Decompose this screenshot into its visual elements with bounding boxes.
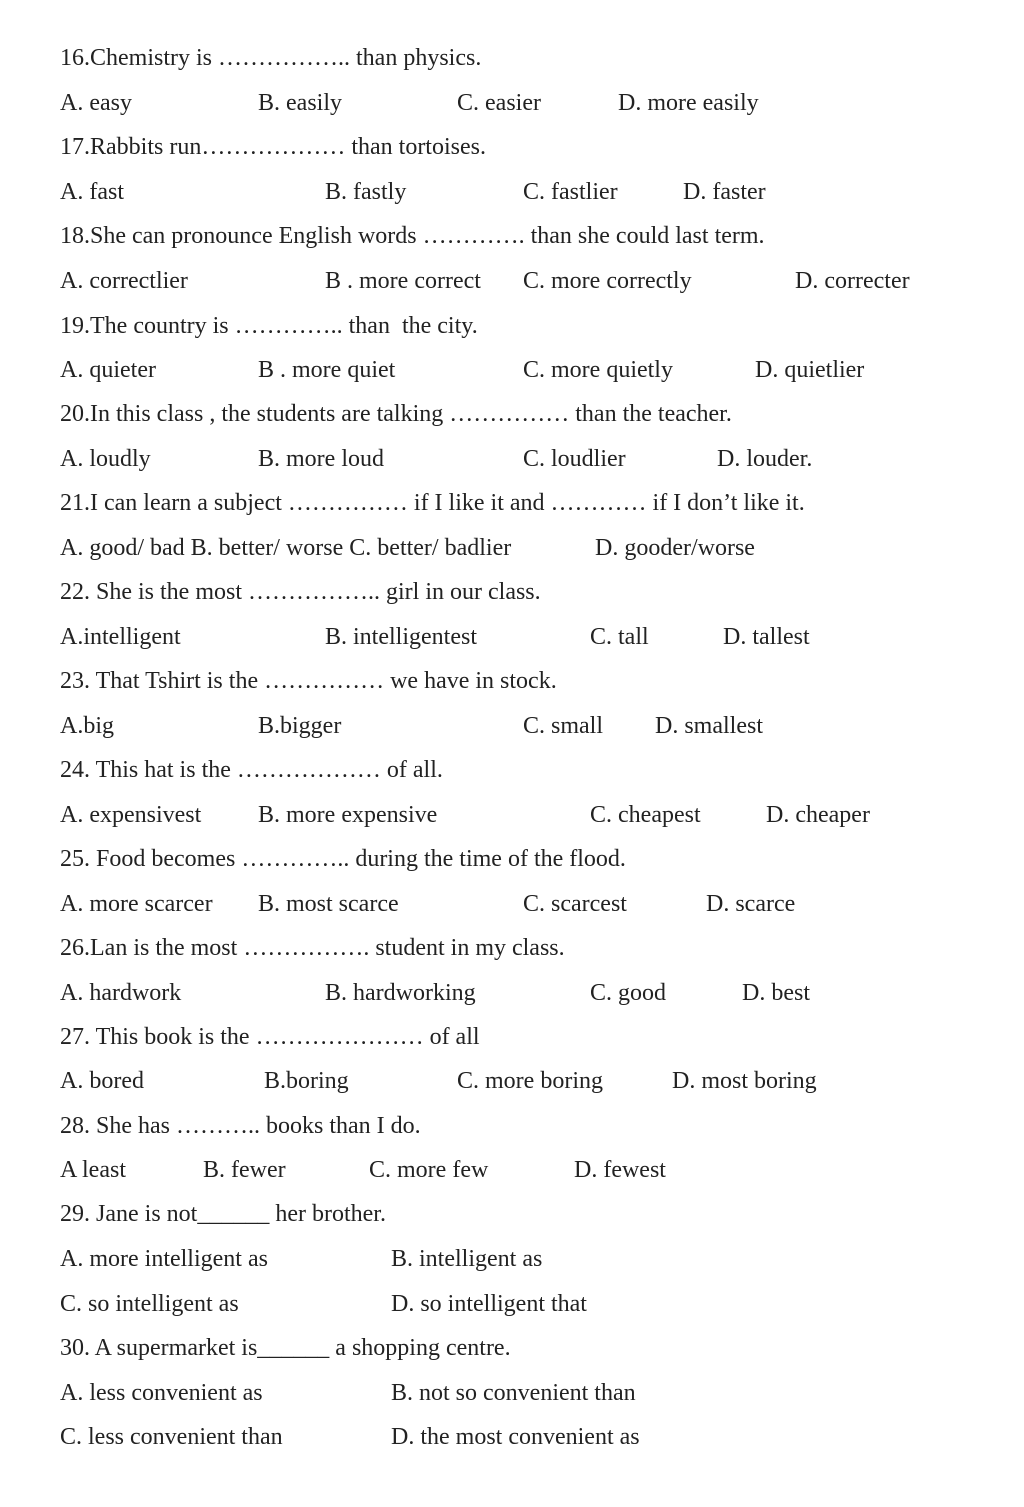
question-stem: 19.The country is ………….. than the city.	[60, 313, 478, 339]
question-stem: 27. This book is the ………………… of all	[60, 1024, 480, 1050]
option-b: B. fastly	[325, 179, 407, 205]
option-b: B. hardworking	[325, 980, 476, 1006]
option-c: C. good	[590, 980, 667, 1006]
option-c: C. scarcest	[523, 891, 627, 917]
option-d: D. best	[742, 980, 810, 1006]
question-stem: 28. She has ……….. books than I do.	[60, 1113, 421, 1139]
option-b: B.boring	[264, 1068, 349, 1094]
option-b: B. not so convenient than	[391, 1380, 636, 1406]
option-d: D. tallest	[723, 624, 810, 650]
option-a: A. hardwork	[60, 980, 182, 1006]
option-d: D. faster	[683, 179, 766, 205]
option-c: C. more few	[369, 1157, 489, 1183]
question-stem: 30. A supermarket is______ a shopping centre.	[60, 1335, 511, 1361]
option-d: D. the most convenient as	[391, 1424, 640, 1450]
option-b: B.bigger	[258, 713, 342, 739]
option-b: B. most scarce	[258, 891, 399, 917]
option-c: C. tall	[590, 624, 649, 650]
question-stem: 26.Lan is the most ……………. student in my class.	[60, 935, 565, 961]
option-a: A. quieter	[60, 357, 156, 383]
option-a: A. less convenient as	[60, 1380, 263, 1406]
option-b: B . more quiet	[258, 357, 396, 383]
option-c: C. less convenient than	[60, 1424, 283, 1450]
option-a: A. easy	[60, 90, 132, 116]
question-stem: 17.Rabbits run……………… than tortoises.	[60, 134, 486, 160]
option-a: A. more intelligent as	[60, 1246, 268, 1272]
option-b: B . more correct	[325, 268, 481, 294]
option-d: D. more easily	[618, 90, 759, 116]
option-c: C. more quietly	[523, 357, 673, 383]
option-c: C. cheapest	[590, 802, 701, 828]
option-d: D. most boring	[672, 1068, 817, 1094]
question-stem: 25. Food becomes ………….. during the time of the flood.	[60, 846, 626, 872]
option-d: D. gooder/worse	[595, 535, 755, 561]
question-stem: 20.In this class , the students are talking …………… than the teacher.	[60, 401, 732, 427]
option-d: D. scarce	[706, 891, 796, 917]
option-abc: A. good/ bad B. better/ worse C. better/ badlier	[60, 535, 512, 561]
option-b: B. intelligentest	[325, 624, 477, 650]
question-stem: 18.She can pronounce English words …………. than she could last term.	[60, 223, 765, 249]
option-d: D. louder.	[717, 446, 813, 472]
question-stem: 29. Jane is not______ her brother.	[60, 1201, 386, 1227]
option-a: A least	[60, 1157, 126, 1183]
option-a: A. bored	[60, 1068, 144, 1094]
option-a: A.big	[60, 713, 114, 739]
option-a: A. fast	[60, 179, 124, 205]
question-stem: 23. That Tshirt is the …………… we have in stock.	[60, 668, 557, 694]
question-stem: 21.I can learn a subject …………… if I like it and ………… if I don’t like it.	[60, 490, 805, 516]
option-d: D. fewest	[574, 1157, 666, 1183]
option-c: C. loudlier	[523, 446, 626, 472]
option-c: C. fastlier	[523, 179, 618, 205]
option-a: A.intelligent	[60, 624, 181, 650]
option-b: B. easily	[258, 90, 342, 116]
option-c: C. more correctly	[523, 268, 692, 294]
option-c: C. easier	[457, 90, 541, 116]
option-d: D. smallest	[655, 713, 763, 739]
question-stem: 22. She is the most …………….. girl in our class.	[60, 579, 541, 605]
option-a: A. correctlier	[60, 268, 188, 294]
option-c: C. small	[523, 713, 604, 739]
option-d: D. so intelligent that	[391, 1291, 587, 1317]
option-b: B. more expensive	[258, 802, 438, 828]
option-c: C. more boring	[457, 1068, 603, 1094]
option-a: A. expensivest	[60, 802, 202, 828]
option-d: D. cheaper	[766, 802, 870, 828]
option-b: B. fewer	[203, 1157, 286, 1183]
option-b: B. intelligent as	[391, 1246, 543, 1272]
option-b: B. more loud	[258, 446, 384, 472]
question-stem: 16.Chemistry is …………….. than physics.	[60, 45, 482, 71]
option-d: D. quietlier	[755, 357, 865, 383]
question-stem: 24. This hat is the ……………… of all.	[60, 757, 443, 783]
option-c: C. so intelligent as	[60, 1291, 239, 1317]
option-a: A. more scarcer	[60, 891, 213, 917]
option-a: A. loudly	[60, 446, 151, 472]
option-d: D. correcter	[795, 268, 910, 294]
